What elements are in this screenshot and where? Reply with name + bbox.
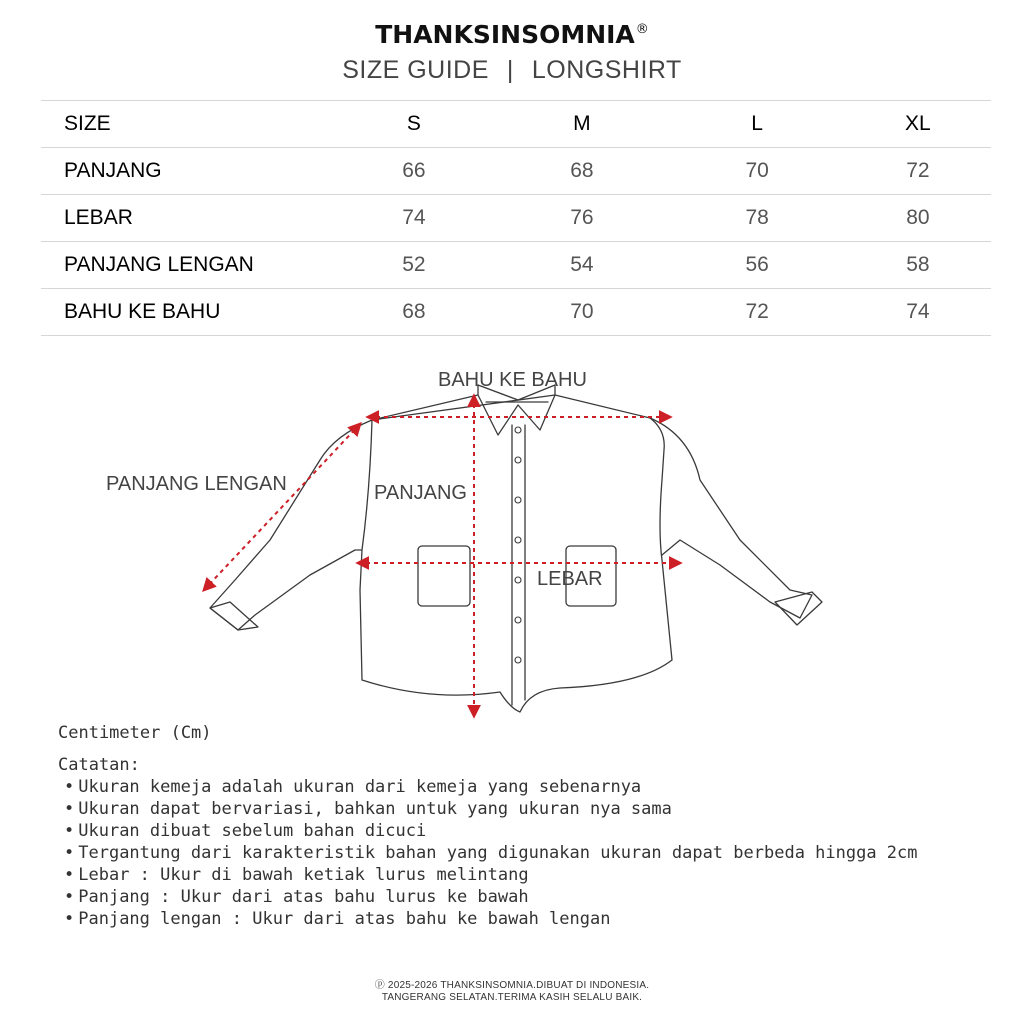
table-cell: 66 <box>334 148 495 195</box>
footer-line-1: ⓟ 2025-2026 THANKSINSOMNIA.DIBUAT DI INDONESIA. <box>374 980 650 991</box>
unit-label: Centimeter (Cm) <box>58 723 212 743</box>
table-cell: 70 <box>494 289 669 336</box>
guide-label: SIZE GUIDE <box>342 56 489 84</box>
list-item: • Ukuran dibuat sebelum bahan dicuci <box>64 820 1008 842</box>
page-footer <box>0 980 1024 1004</box>
table-cell: 72 <box>670 289 845 336</box>
shirt-button <box>515 657 521 663</box>
row-label-lebar: LEBAR <box>41 195 334 242</box>
table-row <box>41 195 991 242</box>
table-cell: 70 <box>670 148 845 195</box>
table-cell: 80 <box>845 195 991 242</box>
size-header-label: SIZE <box>41 101 334 148</box>
label-panjang-lengan: PANJANG LENGAN <box>106 473 287 495</box>
shirt-button <box>515 457 521 463</box>
size-column-m: M <box>494 101 669 148</box>
size-column-xl: XL <box>845 101 991 148</box>
list-item: • Ukuran kemeja adalah ukuran dari kemeja yang sebenarnya <box>64 776 1008 798</box>
table-cell: 72 <box>845 148 991 195</box>
label-panjang: PANJANG <box>374 482 467 504</box>
shirt-body-outline <box>360 395 672 712</box>
page-subtitle <box>0 56 1024 85</box>
table-row <box>41 289 991 336</box>
list-item: • Panjang lengan : Ukur dari atas bahu ke bawah lengan <box>64 908 1008 930</box>
table-cell: 52 <box>334 242 495 289</box>
sleeve-measure-line <box>204 424 360 590</box>
size-notes <box>58 722 1008 930</box>
brand-title <box>0 20 1024 49</box>
table-cell: 74 <box>334 195 495 242</box>
table-cell: 68 <box>334 289 495 336</box>
size-table <box>41 100 991 336</box>
table-cell: 74 <box>845 289 991 336</box>
right-sleeve-outline <box>650 418 812 618</box>
row-label-bahu-ke-bahu: BAHU KE BAHU <box>41 289 334 336</box>
list-item: • Panjang : Ukur dari atas bahu lurus ke bawah <box>64 886 1008 908</box>
left-pocket <box>418 546 470 606</box>
shirt-button <box>515 537 521 543</box>
shirt-button <box>515 497 521 503</box>
shirt-illustration <box>0 340 1024 730</box>
size-column-s: S <box>334 101 495 148</box>
right-cuff-outline <box>775 592 822 625</box>
table-cell: 78 <box>670 195 845 242</box>
list-item: • Lebar : Ukur di bawah ketiak lurus melintang <box>64 864 1008 886</box>
row-label-panjang: PANJANG <box>41 148 334 195</box>
label-lebar: LEBAR <box>537 568 603 590</box>
table-row <box>41 242 991 289</box>
list-item: • Ukuran dapat bervariasi, bahkan untuk yang ukuran nya sama <box>64 798 1008 820</box>
product-label: LONGSHIRT <box>531 56 682 84</box>
table-cell: 54 <box>494 242 669 289</box>
size-header-row <box>41 101 991 148</box>
footer-line-2: TANGERANG SELATAN.TERIMA KASIH SELALU BAIK. <box>381 992 643 1003</box>
registered-mark: ® <box>635 22 649 37</box>
shirt-button <box>515 617 521 623</box>
table-row <box>41 148 991 195</box>
table-cell: 76 <box>494 195 669 242</box>
table-cell: 58 <box>845 242 991 289</box>
left-sleeve-outline <box>210 420 372 630</box>
list-item: • Tergantung dari karakteristik bahan yang digunakan ukuran dapat berbeda hingga 2cm <box>64 842 1008 864</box>
label-bahu-ke-bahu: BAHU KE BAHU <box>438 369 587 391</box>
shirt-diagram <box>0 340 1024 730</box>
notes-list <box>58 776 1008 930</box>
brand-name: THANKSINSOMNIA <box>375 20 635 49</box>
shirt-button <box>515 427 521 433</box>
table-cell: 68 <box>494 148 669 195</box>
size-column-l: L <box>670 101 845 148</box>
row-label-panjang-lengan: PANJANG LENGAN <box>41 242 334 289</box>
table-cell: 56 <box>670 242 845 289</box>
shirt-button <box>515 577 521 583</box>
subtitle-separator: | <box>506 56 514 84</box>
notes-title: Catatan: <box>58 755 140 775</box>
left-cuff-outline <box>210 602 258 630</box>
